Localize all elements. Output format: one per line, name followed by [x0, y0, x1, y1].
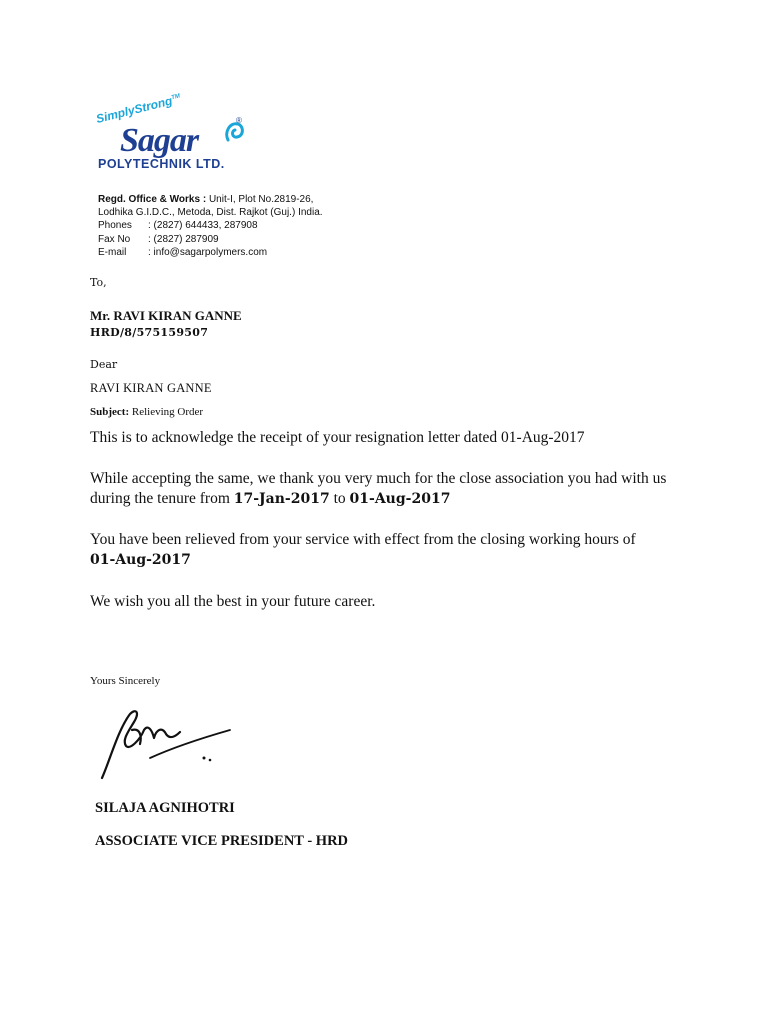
relieved-date: 01-Aug-2017 [90, 552, 191, 568]
company-name: POLYTECHNIK LTD. [98, 157, 225, 171]
office-label: Regd. Office & Works : [98, 194, 207, 205]
office-line2: Lodhika G.I.D.C., Metoda, Dist. Rajkot (Guj.) India. [98, 207, 323, 219]
signature-image [92, 700, 242, 785]
relieved-text: You have been relieved from your service with effect from the closing working hours of [90, 531, 636, 548]
registered-mark: ® [236, 116, 242, 125]
logo-swirl-icon [222, 118, 248, 148]
fax-value: : (2827) 287909 [148, 233, 219, 245]
logo-tagline: SimplyStrong™ [94, 93, 181, 126]
recipient-short-name: RAVI KIRAN GANNE [90, 381, 212, 395]
subject-text: Relieving Order [129, 406, 204, 418]
paragraph-acknowledge: This is to acknowledge the receipt of your resignation letter dated 01-Aug-2017 [90, 429, 585, 446]
tenure-text: While accepting the same, we thank you very much for the close association you had with us during the tenure from [90, 470, 667, 507]
reference-number: HRD/8/575159507 [90, 326, 209, 339]
email-label: E-mail [98, 246, 127, 258]
trademark-mark: TM [170, 93, 181, 102]
paragraph-relieved [90, 530, 690, 570]
tenure-to-date: 01-Aug-2017 [349, 491, 451, 507]
subject-line [90, 406, 203, 418]
tenure-to-word: to [329, 490, 350, 507]
fax-label: Fax No [98, 233, 131, 245]
recipient-name: Mr. RAVI KIRAN GANNE [90, 308, 242, 323]
signer-title: ASSOCIATE VICE PRESIDENT - HRD [95, 833, 349, 849]
salutation-to: To, [90, 276, 107, 289]
salutation-dear: Dear [90, 358, 118, 371]
paragraph-wishes: We wish you all the best in your future career. [90, 593, 376, 610]
tenure-from-date: 17-Jan-2017 [233, 491, 330, 507]
phones-label: Phones [98, 220, 132, 232]
closing-text: Yours Sincerely [90, 675, 161, 687]
company-logo: Sagar [120, 122, 199, 159]
signer-name: SILAJA AGNIHOTRI [95, 800, 235, 816]
office-line1: Unit-I, Plot No.2819-26, [208, 194, 314, 205]
phones-value: : (2827) 644433, 287908 [148, 220, 258, 232]
company-address [98, 193, 323, 259]
email-value: : info@sagarpolymers.com [148, 246, 268, 258]
paragraph-tenure [90, 469, 690, 509]
subject-label: Subject: [90, 406, 130, 418]
